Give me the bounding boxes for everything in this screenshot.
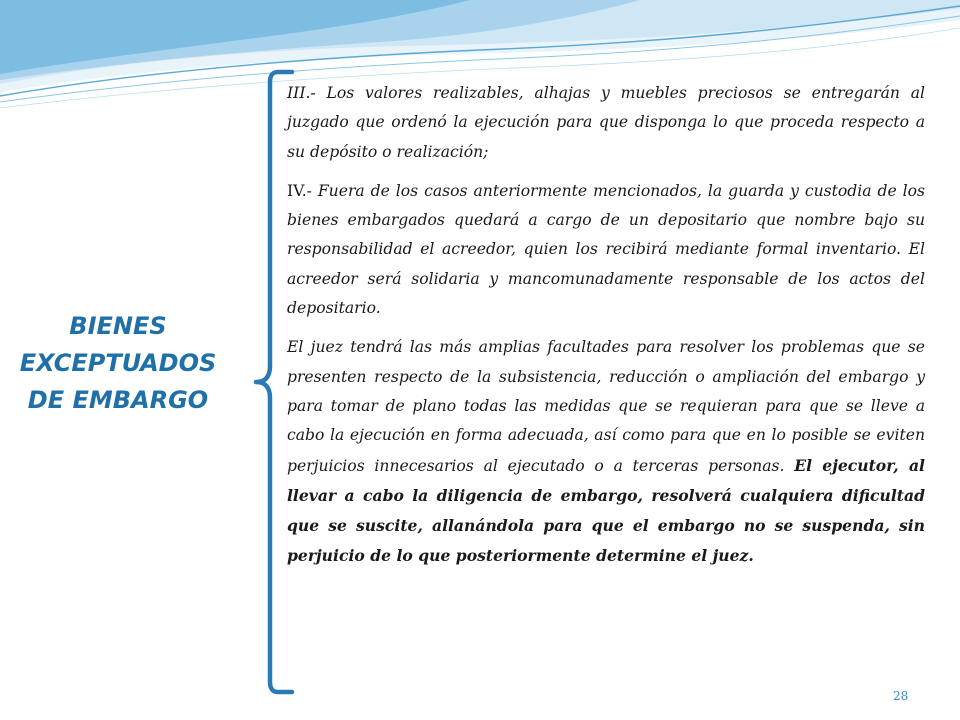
paragraph-iii-numeral: III.-	[287, 84, 316, 102]
title-line-1: BIENES	[69, 312, 167, 340]
title-line-3: DE EMBARGO	[27, 386, 209, 414]
paragraph-iv-text: Fuera de los casos anteriormente mencionados, la guarda y custodia de los bienes embargados quedará a cargo de un depositario que nombre bajo su responsabilidad el acreedor, quien los recibirá mediante formal inventario. El acreedor será solidaria y mancomunadamente responsable de los actos del depositario.	[287, 181, 925, 318]
paragraph-judge	[287, 333, 925, 571]
paragraph-judge-text: El juez tendrá las más amplias facultades para resolver los problemas que se presenten respecto de la subsistencia, reducción o ampliación del embargo y para tomar de plano todas las medidas que se requieran para que se lleve a cabo la ejecución en forma adecuada, así como para que en lo posible se eviten perjuicios innecesarios al ejecutado o a terceras personas.	[287, 338, 925, 475]
slide-title	[0, 308, 236, 419]
title-line-2: EXCEPTUADOS	[19, 349, 217, 377]
paragraph-iii	[287, 79, 925, 167]
paragraph-iv	[287, 177, 925, 323]
paragraph-iv-numeral: IV.-	[287, 181, 312, 200]
paragraph-judge-bold: El ejecutor, al llevar a cabo la diligencia de embargo, resolverá cualquiera dificultad que se suscite, allanándola para que el embargo no se suspenda, sin perjuicio de lo que posteriormente determine el juez.	[287, 455, 925, 566]
body-text	[287, 79, 925, 572]
page-number: 28	[893, 689, 909, 703]
paragraph-iii-text: Los valores realizables, alhajas y muebles preciosos se entregarán al juzgado que ordenó la ejecución para que disponga lo que proceda respecto a su depósito o realización;	[287, 84, 925, 161]
